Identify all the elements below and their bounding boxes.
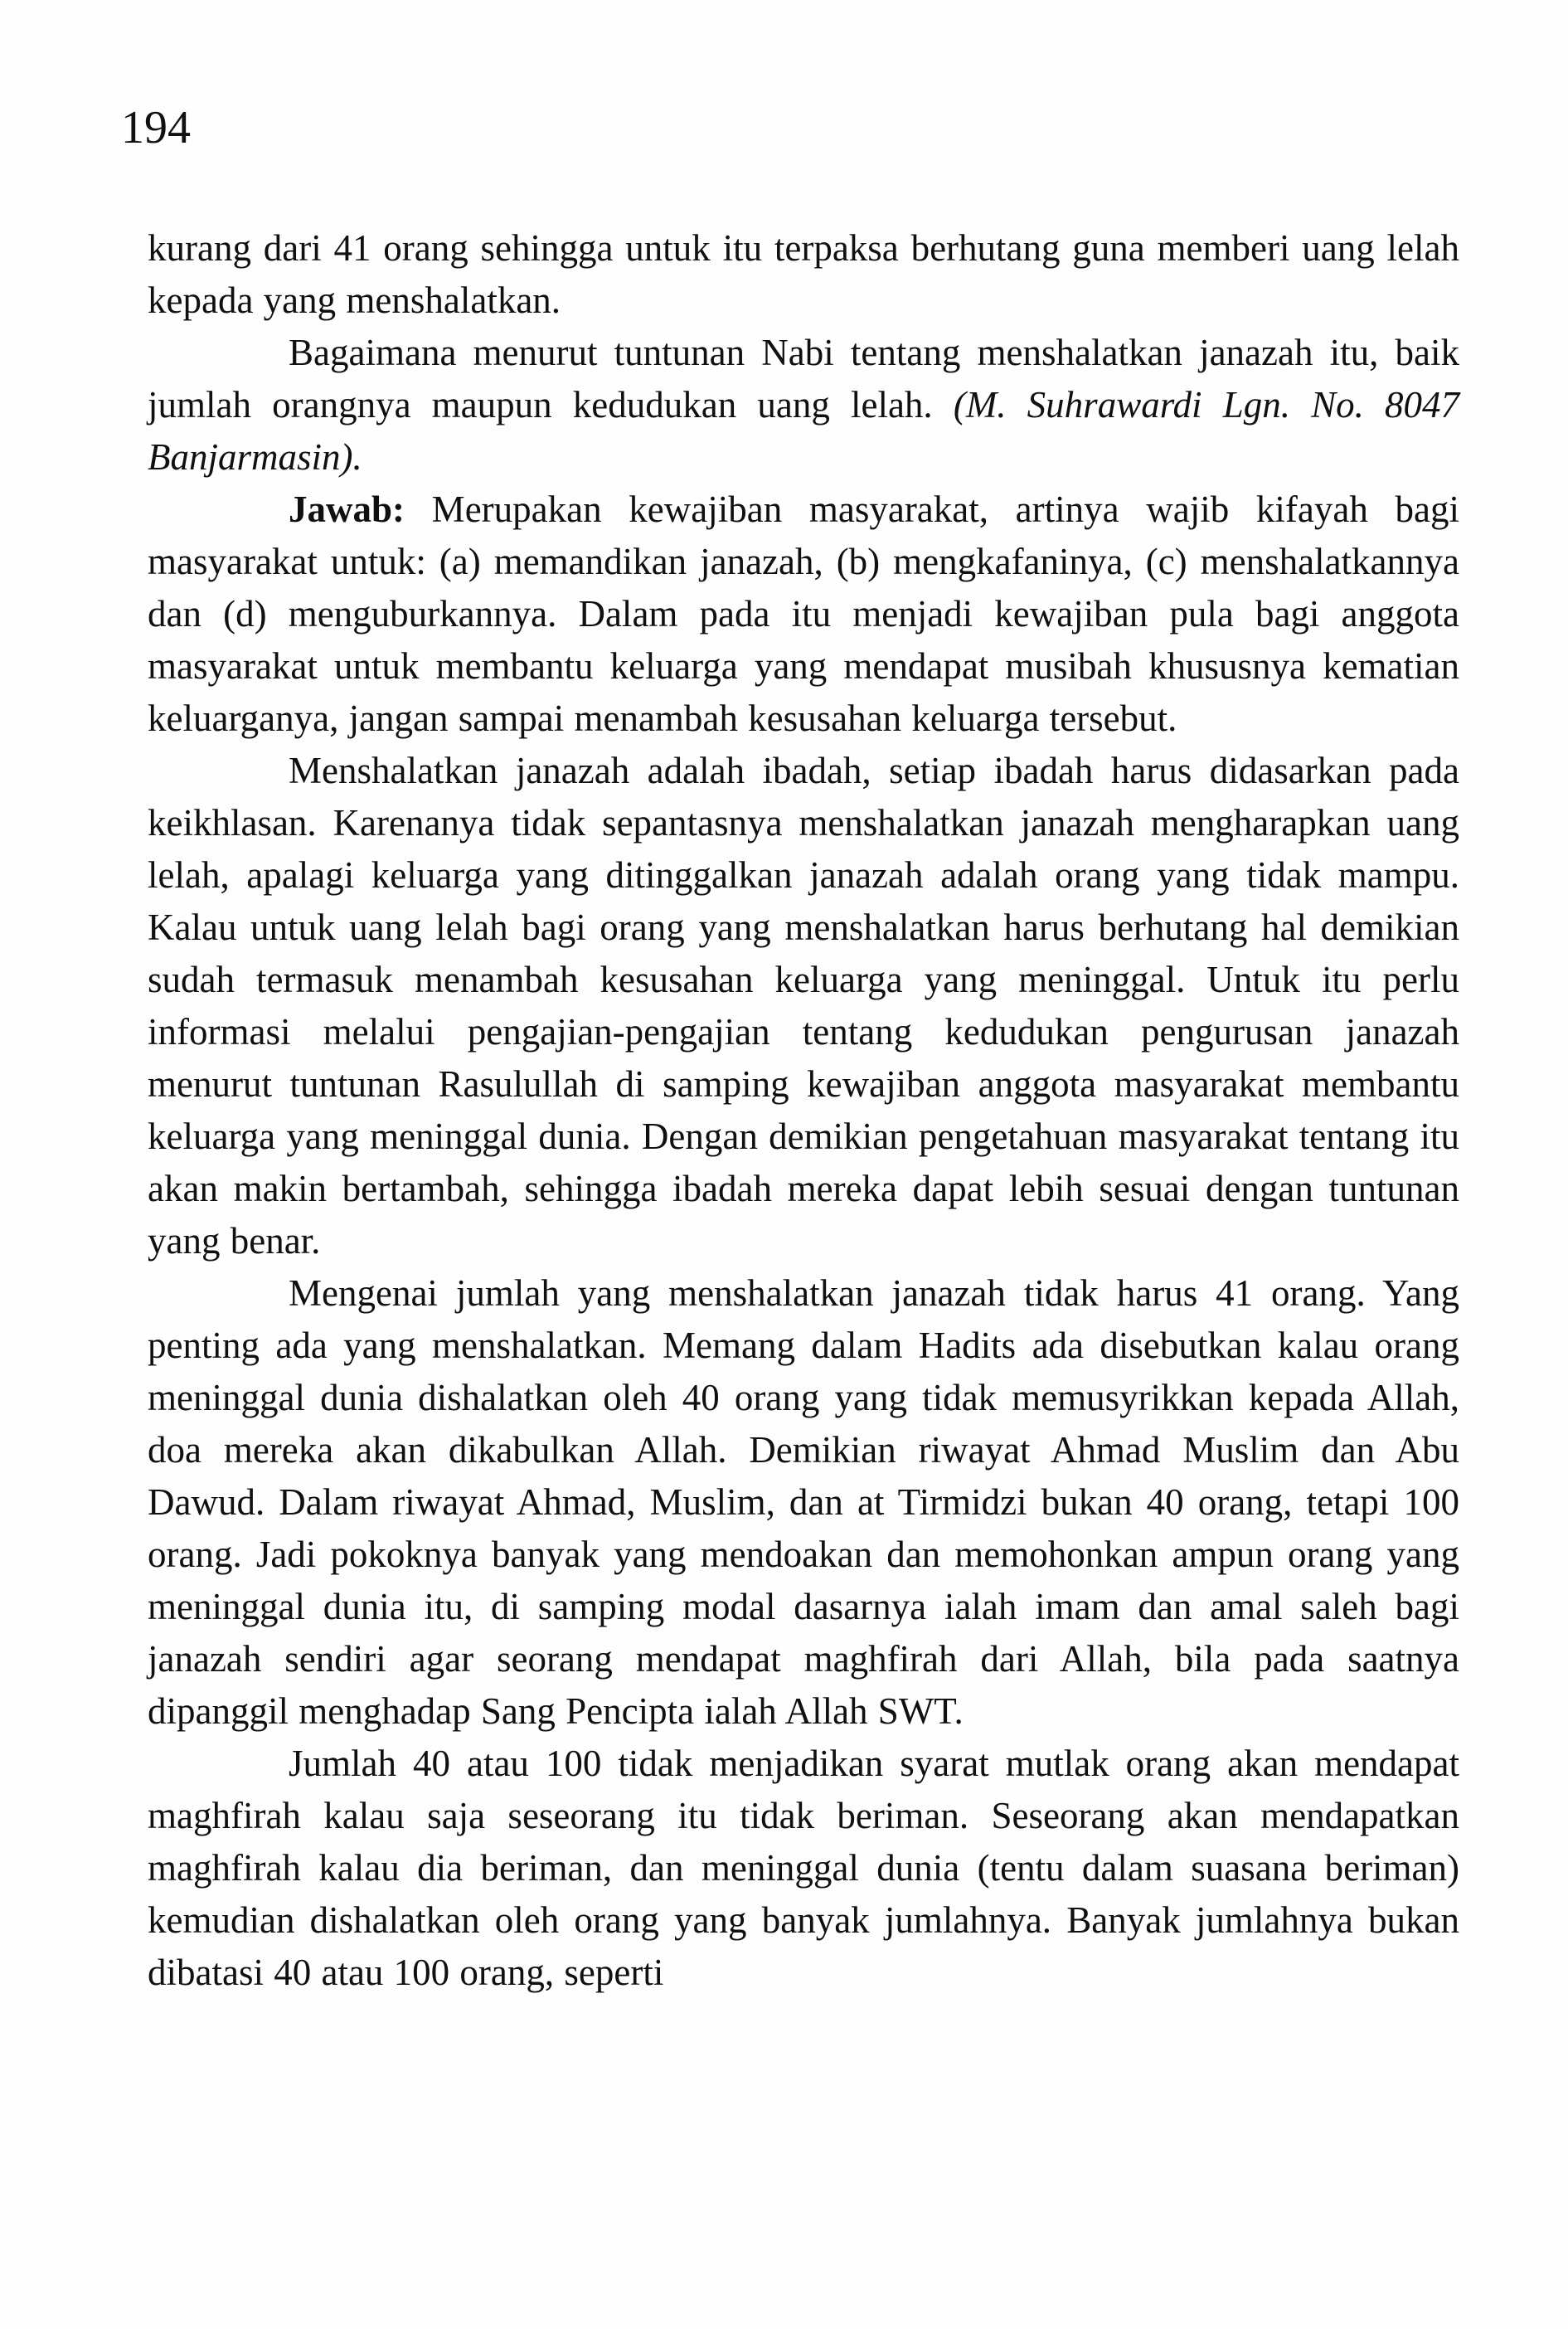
text-run: Jawab: (289, 489, 405, 530)
text-run: (M. Suhrawardi Lgn. No. 8047 Banjarmasin). (148, 384, 1459, 478)
text-run: Mengenai jumlah yang menshalatkan janazah tidak harus 41 orang. Yang penting ada yang menshalatkan. Memang dalam Hadits ada disebutkan kalau orang meninggal dunia dishalatkan oleh 40 orang yang tidak memusyrikkan kepada Allah, doa mereka akan dikabulkan Allah. Demikian riwayat Ahmad Muslim dan Abu Dawud. Dalam riwayat Ahmad, Muslim, dan at Tirmidzi bukan 40 orang, tetapi 100 orang. Jadi pokoknya banyak yang mendoakan dan memohonkan ampun orang yang meninggal dunia itu, di samping modal dasarnya ialah imam dan amal saleh bagi janazah sendiri agar seorang mendapat maghfirah dari Allah, bila pada saatnya dipanggil menghadap Sang Pencipta ialah Allah SWT. (148, 1272, 1459, 1732)
paragraph (148, 327, 1459, 484)
paragraph (148, 745, 1459, 1267)
text-run: Menshalatkan janazah adalah ibadah, setiap ibadah harus didasarkan pada keikhlasan. Karenanya tidak sepantasnya menshalatkan janazah mengharapkan uang lelah, apalagi keluarga yang ditinggalkan janazah adalah orang yang tidak mampu. Kalau untuk uang lelah bagi orang yang menshalatkan harus berhutang hal demikian sudah termasuk menambah kesusahan keluarga yang meninggal. Untuk itu perlu informasi melalui pengajian-pengajian tentang kedudukan pengurusan janazah menurut tuntunan Rasulullah di samping kewajiban anggota masyarakat membantu keluarga yang meninggal dunia. Dengan demikian pengetahuan masyarakat tentang itu akan makin bertambah, sehingga ibadah mereka dapat lebih sesuai dengan tuntunan yang benar. (148, 750, 1459, 1262)
text-run: kurang dari 41 orang sehingga untuk itu terpaksa berhutang guna memberi uang lelah kepada yang menshalatkan. (148, 227, 1459, 321)
paragraph (148, 484, 1459, 745)
page-number: 194 (121, 102, 191, 153)
text-run: Bagaimana menurut tuntunan Nabi tentang menshalatkan janazah itu, baik jumlah orangnya maupun kedudukan uang lelah. (148, 332, 1459, 425)
paragraph (148, 1267, 1459, 1738)
paragraph (148, 222, 1459, 327)
paragraph (148, 1738, 1459, 1999)
text-run: Jumlah 40 atau 100 tidak menjadikan syarat mutlak orang akan mendapat maghfirah kalau saja seseorang itu tidak beriman. Seseorang akan mendapatkan maghfirah kalau dia beriman, dan meninggal dunia (tentu dalam suasana beriman) kemudian dishalatkan oleh orang yang banyak jumlahnya. Banyak jumlahnya bukan dibatasi 40 atau 100 orang, seperti (148, 1743, 1459, 1993)
text-block (148, 222, 1459, 1999)
text-run: Merupakan kewajiban masyarakat, artinya wajib kifayah bagi masyarakat untuk: (a) memandikan janazah, (b) mengkafaninya, (c) menshalatkannya dan (d) menguburkannya. Dalam pada itu menjadi kewajiban pula bagi anggota masyarakat untuk membantu keluarga yang mendapat musibah khususnya kematian keluarganya, jangan sampai menambah kesusahan keluarga tersebut. (148, 489, 1459, 739)
